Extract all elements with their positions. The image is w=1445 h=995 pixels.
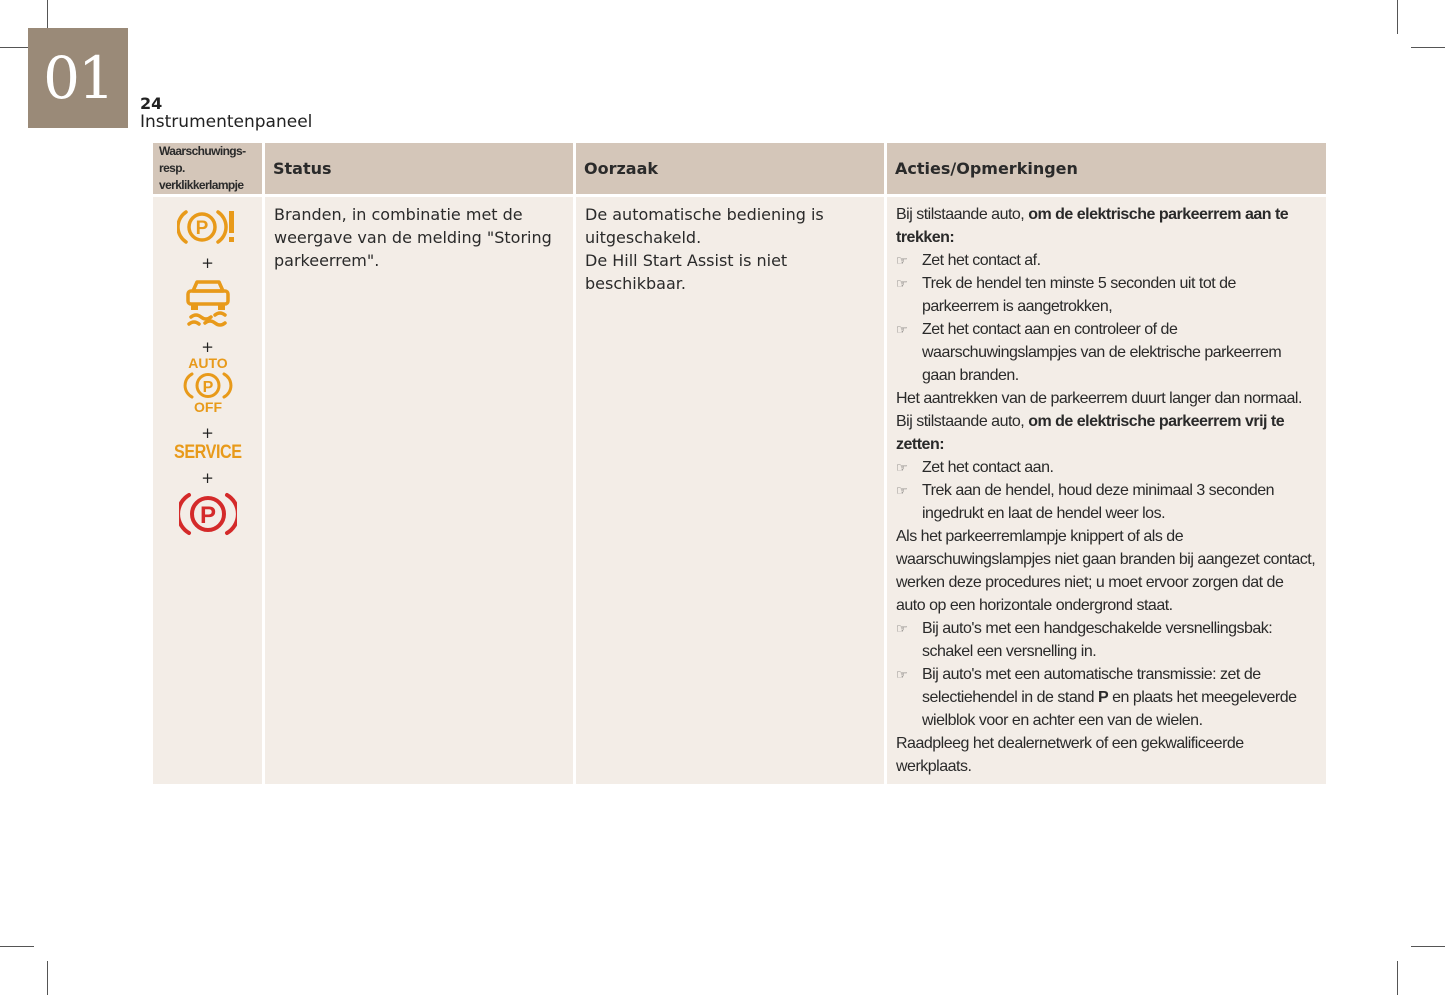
status-line: weergave van de melding "Storing bbox=[274, 228, 552, 247]
plus-sign: + bbox=[201, 254, 214, 272]
hand-pointer-icon: ☞ bbox=[896, 276, 908, 291]
apply-intro-bold: om de elektrische parkeerrem aan te trekken: bbox=[896, 206, 1289, 246]
header-lamp-line2: verklikkerlampje bbox=[159, 178, 244, 192]
traction-control-icon bbox=[183, 277, 233, 329]
crop-mark bbox=[1397, 0, 1398, 34]
header-lamp bbox=[153, 143, 262, 197]
chapter-number: 01 bbox=[28, 28, 128, 128]
header-actions: Acties/Opmerkingen bbox=[887, 143, 1326, 197]
hand-pointer-icon: ☞ bbox=[896, 667, 908, 682]
warning-lamp-table bbox=[150, 143, 1329, 784]
auto-parking-brake-off-icon bbox=[178, 355, 238, 413]
crop-mark bbox=[1397, 961, 1398, 995]
list-item bbox=[896, 272, 1316, 318]
list-item-text: Zet het contact af. bbox=[922, 252, 1041, 269]
service-label: SERVICE bbox=[173, 442, 242, 463]
list-item-text: Zet het contact aan en controleer of de waarschuwingslampjes van de elektrische parkeerrem gaan branden. bbox=[922, 321, 1282, 384]
list-item bbox=[896, 479, 1316, 525]
header-status: Status bbox=[265, 143, 573, 197]
plus-sign: + bbox=[201, 338, 214, 356]
plus-sign: + bbox=[201, 469, 214, 487]
page-number: 24 bbox=[140, 94, 163, 113]
parking-brake-icon bbox=[179, 490, 237, 538]
cause-cell bbox=[576, 197, 884, 784]
apply-intro bbox=[896, 203, 1316, 249]
hand-pointer-icon: ☞ bbox=[896, 460, 908, 475]
status-line: parkeerrem". bbox=[274, 251, 380, 270]
hand-pointer-icon: ☞ bbox=[896, 322, 908, 337]
list-item-text: Bij auto's met een handgeschakelde versnellingsbak: schakel een versnelling in. bbox=[922, 620, 1273, 660]
auto-label: AUTO bbox=[187, 355, 228, 371]
header-lamp-line1: Waarschuwings- resp. bbox=[159, 144, 246, 175]
svg-text:P: P bbox=[202, 379, 213, 396]
cause-line: beschikbaar. bbox=[585, 274, 686, 293]
fail-note: Als het parkeerremlampje knippert of als de waarschuwingslampjes niet gaan branden bij aangezet contact, werken deze procedures niet; u moet ervoor zorgen dat de auto op een horizontale ondergrond staat. bbox=[896, 528, 1316, 614]
release-intro-bold: om de elektrische parkeerrem vrij te zetten: bbox=[896, 413, 1285, 453]
list-item bbox=[896, 318, 1316, 387]
list-item bbox=[896, 663, 1316, 732]
table-row bbox=[153, 197, 1326, 784]
list-item bbox=[896, 617, 1316, 663]
release-intro-text: Bij stilstaande auto, bbox=[896, 413, 1029, 430]
apply-intro-text: Bij stilstaande auto, bbox=[896, 206, 1029, 223]
list-item-text: en plaats het meegeleverde wielblok voor en achter een van de wielen. bbox=[922, 689, 1297, 729]
cause-line: De automatische bediening is bbox=[585, 205, 824, 224]
parking-brake-fault-icon bbox=[177, 207, 239, 247]
lamp-cell bbox=[153, 197, 262, 784]
apply-note: Het aantrekken van de parkeerrem duurt langer dan normaal. bbox=[896, 390, 1302, 407]
header-cause: Oorzaak bbox=[576, 143, 884, 197]
list-item-bold: P bbox=[1097, 689, 1109, 706]
cause-line: De Hill Start Assist is niet bbox=[585, 251, 788, 270]
crop-mark bbox=[47, 961, 48, 995]
actions-cell bbox=[887, 197, 1326, 784]
list-item bbox=[896, 249, 1316, 272]
release-intro bbox=[896, 410, 1316, 456]
list-item-text: Zet het contact aan. bbox=[922, 459, 1054, 476]
dealer-note: Raadpleeg het dealernetwerk of een gekwalificeerde werkplaats. bbox=[896, 735, 1244, 775]
svg-text:P: P bbox=[195, 218, 208, 239]
hand-pointer-icon: ☞ bbox=[896, 483, 908, 498]
section-title: Instrumentenpaneel bbox=[140, 112, 313, 132]
status-line: Branden, in combinatie met de bbox=[274, 205, 523, 224]
list-item bbox=[896, 456, 1316, 479]
list-item-text: Bij auto's met een automatische transmissie: zet de selectiehendel in de stand bbox=[922, 666, 1261, 706]
cause-line: uitgeschakeld. bbox=[585, 228, 702, 247]
list-item-text: Trek de hendel ten minste 5 seconden uit tot de parkeerrem is aangetrokken, bbox=[922, 275, 1236, 315]
table-header-row bbox=[153, 143, 1326, 197]
hand-pointer-icon: ☞ bbox=[896, 621, 908, 636]
crop-mark bbox=[1411, 946, 1445, 947]
crop-mark bbox=[0, 946, 34, 947]
hand-pointer-icon: ☞ bbox=[896, 253, 908, 268]
crop-mark bbox=[1411, 47, 1445, 48]
svg-text:P: P bbox=[199, 502, 216, 529]
off-label: OFF bbox=[193, 399, 222, 413]
list-item-text: Trek aan de hendel, houd deze minimaal 3 seconden ingedrukt en laat de hendel weer los. bbox=[922, 482, 1275, 522]
plus-sign: + bbox=[201, 424, 214, 442]
status-cell bbox=[265, 197, 573, 784]
service-icon bbox=[153, 441, 262, 464]
